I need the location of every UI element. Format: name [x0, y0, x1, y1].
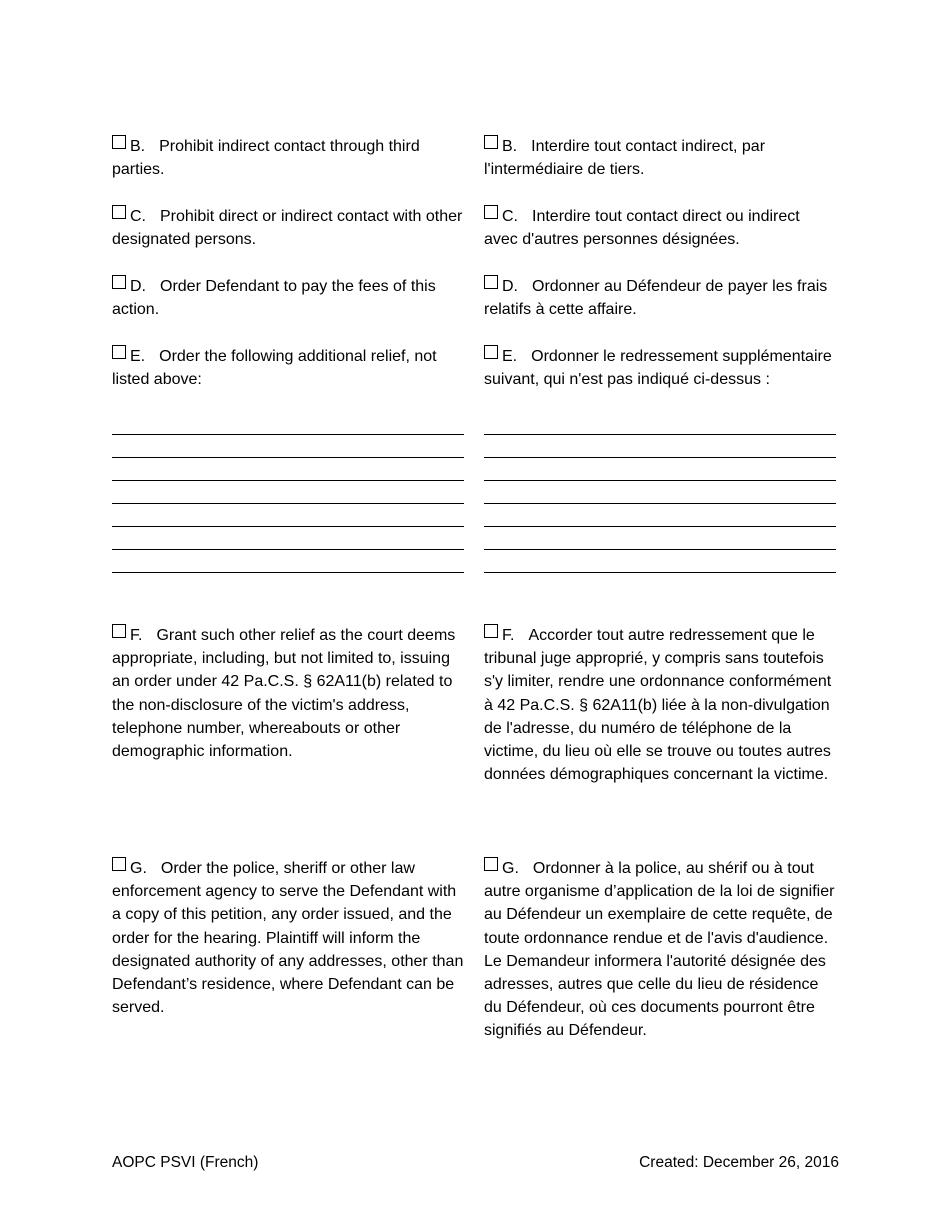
item-text: Ordonner le redressement supplémentaire suivant, qui n'est pas indiqué ci-dessus : — [484, 348, 832, 389]
item-c-en — [112, 205, 468, 251]
item-e-en — [112, 345, 468, 391]
item-e-fr — [484, 345, 836, 391]
item-text: Order Defendant to pay the fees of this action. — [112, 278, 436, 319]
item-text: Ordonner à la police, au shérif ou à tout autre organisme d’application de la loi de signifier au Défendeur un exemplaire de cette requête, de toute ordonnance rendue et de l'avis d'audience. Le Demandeur informera l'autorité désignée des adresses, autres que celle du lieu de résidence du Défendeur, où ces documents pourront être signifiés au Défendeur. — [484, 860, 835, 1040]
checkbox-d-fr[interactable] — [484, 275, 498, 289]
checkbox-b-en[interactable] — [112, 135, 126, 149]
fill-line[interactable] — [112, 526, 464, 527]
checkbox-f-en[interactable] — [112, 624, 126, 638]
checkbox-g-fr[interactable] — [484, 857, 498, 871]
item-letter: C. — [502, 208, 518, 225]
item-text: Order the following additional relief, not listed above: — [112, 348, 437, 389]
fill-line[interactable] — [484, 480, 836, 481]
item-text: Accorder tout autre redressement que le tribunal juge approprié, y compris sans toutefois s'y limiter, rendre une ordonnance conformément à 42 Pa.C.S. § 62A11(b) liée à la non-divulgation de l'adresse, du numéro de téléphone de la victime, du lieu où elle se trouve ou toutes autres données démographiques concernant la victime. — [484, 627, 832, 784]
item-letter: F. — [502, 627, 515, 644]
item-d-en — [112, 275, 468, 321]
item-text: Order the police, sheriff or other law enforcement agency to serve the Defendant with a copy of this petition, any order issued, and the order for the hearing. Plaintiff will inform the designated authority of any addresses, other than Defendant’s residence, where Defendant can be served. — [112, 860, 464, 1017]
item-b-fr — [484, 135, 836, 181]
fill-line[interactable] — [112, 457, 464, 458]
checkbox-f-fr[interactable] — [484, 624, 498, 638]
item-letter: E. — [502, 348, 518, 365]
fill-line[interactable] — [112, 503, 464, 504]
item-text: Prohibit indirect contact through third parties. — [112, 138, 420, 179]
item-d-fr — [484, 275, 836, 321]
item-text: Interdire tout contact direct ou indirect avec d'autres personnes désignées. — [484, 208, 800, 249]
item-f-en — [112, 624, 468, 763]
item-letter: B. — [502, 138, 518, 155]
item-c-fr — [484, 205, 836, 251]
fill-line[interactable] — [484, 457, 836, 458]
item-text: Prohibit direct or indirect contact with other designated persons. — [112, 208, 463, 249]
item-letter: E. — [130, 348, 146, 365]
item-letter: B. — [130, 138, 146, 155]
fill-line[interactable] — [112, 434, 464, 435]
item-letter: D. — [130, 278, 146, 295]
item-g-fr — [484, 857, 836, 1043]
item-f-fr — [484, 624, 836, 786]
fill-line[interactable] — [112, 549, 464, 550]
item-letter: G. — [502, 860, 519, 877]
item-letter: G. — [130, 860, 147, 877]
checkbox-c-fr[interactable] — [484, 205, 498, 219]
checkbox-e-fr[interactable] — [484, 345, 498, 359]
item-letter: D. — [502, 278, 518, 295]
fill-line[interactable] — [484, 526, 836, 527]
item-g-en — [112, 857, 468, 1019]
item-letter: F. — [130, 627, 143, 644]
checkbox-d-en[interactable] — [112, 275, 126, 289]
checkbox-g-en[interactable] — [112, 857, 126, 871]
fill-line[interactable] — [484, 434, 836, 435]
item-text: Ordonner au Défendeur de payer les frais relatifs à cette affaire. — [484, 278, 828, 319]
item-letter: C. — [130, 208, 146, 225]
checkbox-e-en[interactable] — [112, 345, 126, 359]
item-b-en — [112, 135, 468, 181]
form-id: AOPC PSVI (French) — [112, 1154, 259, 1171]
created-date: Created: December 26, 2016 — [639, 1154, 839, 1171]
fill-line[interactable] — [112, 480, 464, 481]
checkbox-b-fr[interactable] — [484, 135, 498, 149]
fill-line[interactable] — [484, 503, 836, 504]
item-text: Interdire tout contact indirect, par l'intermédiaire de tiers. — [484, 138, 766, 179]
fill-line[interactable] — [484, 549, 836, 550]
fill-line[interactable] — [484, 572, 836, 573]
item-text: Grant such other relief as the court deems appropriate, including, but not limited to, issuing an order under 42 Pa.C.S. § 62A11(b) related to the non-disclosure of the victim's address, telephone number, whereabouts or other demographic information. — [112, 627, 456, 761]
fill-line[interactable] — [112, 572, 464, 573]
checkbox-c-en[interactable] — [112, 205, 126, 219]
